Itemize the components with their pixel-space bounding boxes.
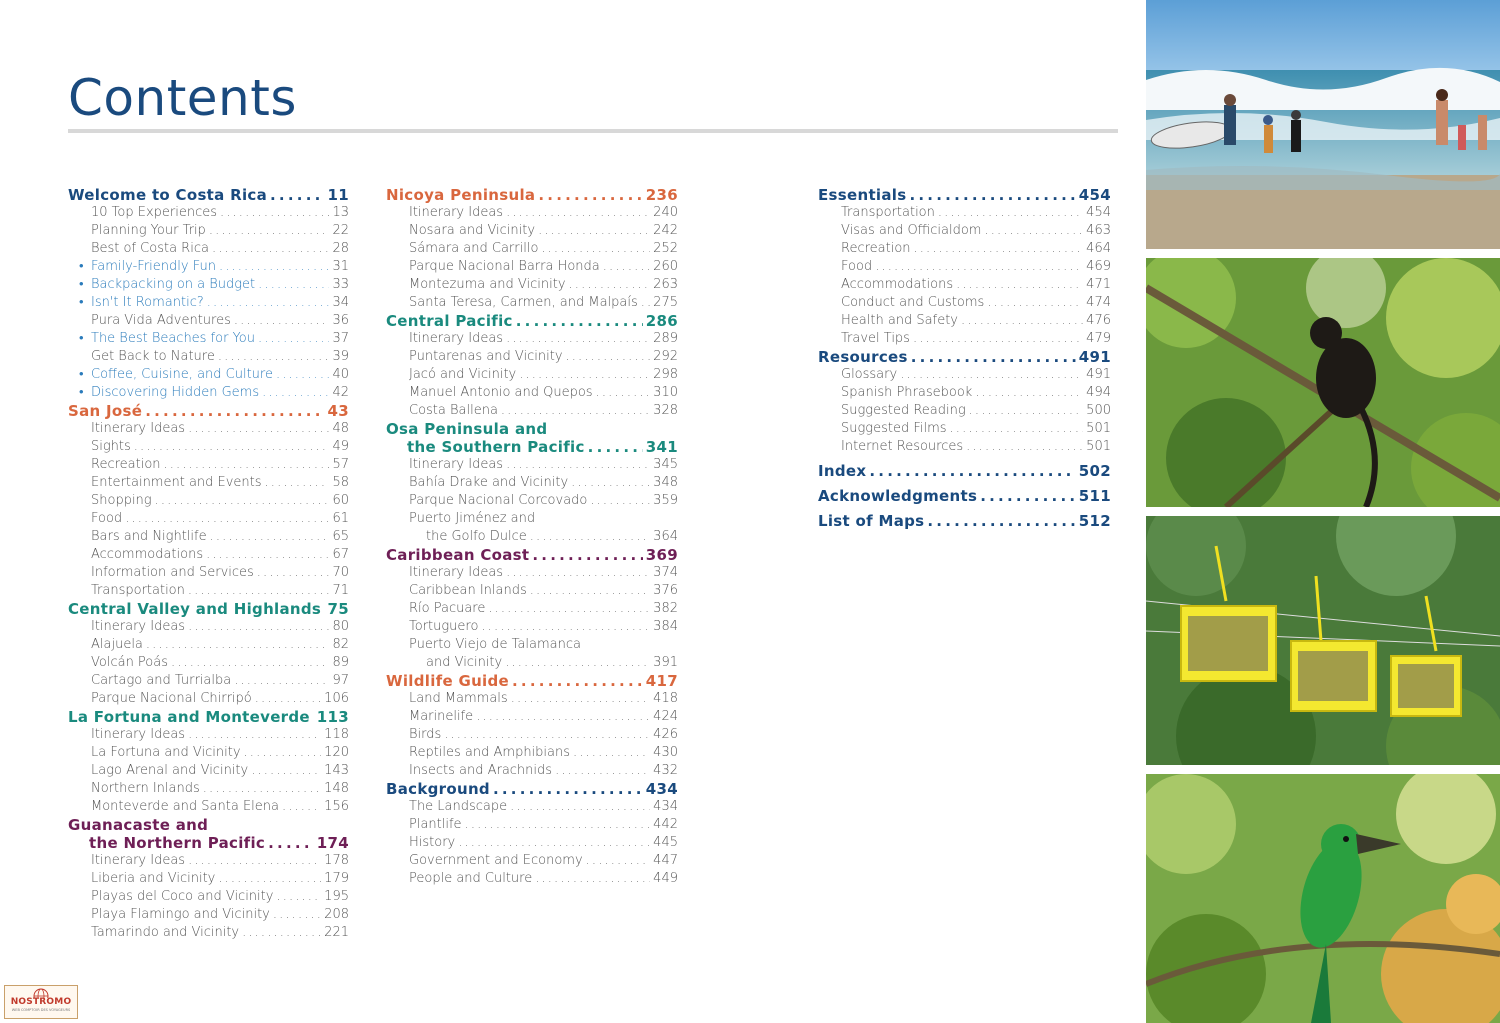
section-title-guanacaste[interactable]: Guanacaste and the Northern Pacific . . . 174: [68, 816, 349, 852]
toc-entry[interactable]: History . . . 445: [386, 834, 678, 852]
toc-entry[interactable]: Jacó and Vicinity . . . 298: [386, 366, 678, 384]
toc-entry[interactable]: Manuel Antonio and Quepos . . . 310: [386, 384, 678, 402]
section-nicoya: [386, 186, 678, 312]
contents-column-1: [68, 186, 349, 942]
section-title-central-pacific[interactable]: Central Pacific . . . 286: [386, 312, 678, 330]
toc-entry[interactable]: Itinerary Ideas . . . 289: [386, 330, 678, 348]
toc-entry[interactable]: Suggested Films . . . 501: [818, 420, 1111, 438]
toc-feature-entry[interactable]: • Family-Friendly Fun . . . 31: [68, 258, 349, 276]
toc-entry[interactable]: Lago Arenal and Vicinity . . . 143: [68, 762, 349, 780]
toc-entry[interactable]: Glossary . . . 491: [818, 366, 1111, 384]
toc-entry[interactable]: Visas and Officialdom . . . 463: [818, 222, 1111, 240]
toc-entry[interactable]: Montezuma and Vicinity . . . 263: [386, 276, 678, 294]
toc-entry[interactable]: Itinerary Ideas . . . 118: [68, 726, 349, 744]
toc-entry[interactable]: Parque Nacional Chirripó . . . 106: [68, 690, 349, 708]
section-osa: [386, 420, 678, 546]
toc-entry[interactable]: Transportation . . . 454: [818, 204, 1111, 222]
toc-entry[interactable]: Puerto Jiménez and the Golfo Dulce . . . 364: [386, 510, 678, 546]
toc-entry[interactable]: Accommodations . . . 471: [818, 276, 1111, 294]
toc-entry[interactable]: Suggested Reading . . . 500: [818, 402, 1111, 420]
bullet-icon: •: [79, 295, 84, 310]
nostromo-logo: [4, 985, 78, 1019]
page-title: Contents: [68, 69, 297, 127]
toc-entry[interactable]: People and Culture . . . 449: [386, 870, 678, 888]
toc-entry[interactable]: Get Back to Nature . . . 39: [68, 348, 349, 366]
bullet-icon: •: [79, 259, 84, 274]
toc-entry[interactable]: Puerto Viejo de Talamanca and Vicinity . . . 391: [386, 636, 678, 672]
toc-entry[interactable]: Parque Nacional Corcovado . . . 359: [386, 492, 678, 510]
toc-entry[interactable]: Planning Your Trip . . . 22: [68, 222, 349, 240]
toc-entry[interactable]: Internet Resources . . . 501: [818, 438, 1111, 456]
toc-entry[interactable]: 10 Top Experiences . . . 13: [68, 204, 349, 222]
contents-column-3: [818, 186, 1111, 530]
toc-feature-entry[interactable]: • Discovering Hidden Gems . . . 42: [68, 384, 349, 402]
toc-entry[interactable]: Cartago and Turrialba . . . 97: [68, 672, 349, 690]
toc-entry[interactable]: The Landscape . . . 434: [386, 798, 678, 816]
toc-entry[interactable]: Monteverde and Santa Elena . . . 156: [68, 798, 349, 816]
toc-entry[interactable]: Sights . . . 49: [68, 438, 349, 456]
toc-entry[interactable]: Itinerary Ideas . . . 80: [68, 618, 349, 636]
photo-beach-surfers: [1146, 0, 1500, 249]
toc-entry[interactable]: Bars and Nightlife . . . 65: [68, 528, 349, 546]
toc-entry[interactable]: Volcán Poás . . . 89: [68, 654, 349, 672]
toc-entry[interactable]: Marinelife . . . 424: [386, 708, 678, 726]
section-title-acknowledgments[interactable]: Acknowledgments . . . 511: [818, 487, 1111, 505]
toc-entry[interactable]: Tamarindo and Vicinity . . . 221: [68, 924, 349, 942]
section-caribbean: [386, 546, 678, 672]
toc-entry[interactable]: Birds . . . 426: [386, 726, 678, 744]
photo-toucanet-bird: [1146, 774, 1500, 1023]
section-essentials: [818, 186, 1111, 348]
toc-entry[interactable]: Best of Costa Rica . . . 28: [68, 240, 349, 258]
toc-feature-entry[interactable]: • Isn't It Romantic? . . . 34: [68, 294, 349, 312]
section-la-fortuna: [68, 708, 349, 816]
toc-entry[interactable]: La Fortuna and Vicinity . . . 120: [68, 744, 349, 762]
toc-entry[interactable]: Pura Vida Adventures . . . 36: [68, 312, 349, 330]
section-welcome: [68, 186, 349, 402]
toc-entry[interactable]: Playas del Coco and Vicinity . . . 195: [68, 888, 349, 906]
bullet-icon: •: [79, 367, 84, 382]
section-background: [386, 780, 678, 888]
globe-icon: [33, 988, 49, 998]
toc-entry[interactable]: Bahía Drake and Vicinity . . . 348: [386, 474, 678, 492]
section-wildlife: [386, 672, 678, 780]
bullet-icon: •: [79, 277, 84, 292]
toc-entry[interactable]: Tortuguero . . . 384: [386, 618, 678, 636]
toc-entry[interactable]: Recreation . . . 57: [68, 456, 349, 474]
toc-entry[interactable]: Recreation . . . 464: [818, 240, 1111, 258]
contents-column-2: [386, 186, 678, 888]
toc-entry[interactable]: Shopping . . . 60: [68, 492, 349, 510]
toc-entry[interactable]: Costa Ballena . . . 328: [386, 402, 678, 420]
bullet-icon: •: [79, 385, 84, 400]
toc-entry[interactable]: Insects and Arachnids . . . 432: [386, 762, 678, 780]
section-title-background[interactable]: Background . . . 434: [386, 780, 678, 798]
toc-entry[interactable]: Northern Inlands . . . 148: [68, 780, 349, 798]
logo-subtext: WEB COMPTOIR DES VOYAGEURS: [11, 1008, 71, 1012]
section-central-pacific: [386, 312, 678, 420]
section-title-osa[interactable]: Osa Peninsula and the Southern Pacific . . . 341: [386, 420, 678, 456]
section-title-list-of-maps[interactable]: List of Maps . . . 512: [818, 512, 1111, 530]
toc-entry[interactable]: Plantlife . . . 442: [386, 816, 678, 834]
toc-feature-entry[interactable]: • The Best Beaches for You . . . 37: [68, 330, 349, 348]
toc-entry[interactable]: Transportation . . . 71: [68, 582, 349, 600]
bullet-icon: •: [79, 331, 84, 346]
toc-entry[interactable]: Itinerary Ideas . . . 374: [386, 564, 678, 582]
section-title-welcome[interactable]: Welcome to Costa Rica . . . 11: [68, 186, 349, 204]
toc-entry[interactable]: Itinerary Ideas . . . 240: [386, 204, 678, 222]
section-title-index[interactable]: Index . . . 502: [818, 462, 1111, 480]
toc-entry[interactable]: Caribbean Inlands . . . 376: [386, 582, 678, 600]
toc-entry[interactable]: Conduct and Customs . . . 474: [818, 294, 1111, 312]
section-guanacaste: [68, 816, 349, 942]
logo-text: NOSTROMO: [10, 997, 72, 1007]
toc-entry[interactable]: Puntarenas and Vicinity . . . 292: [386, 348, 678, 366]
toc-entry[interactable]: Itinerary Ideas . . . 178: [68, 852, 349, 870]
toc-entry[interactable]: Information and Services . . . 70: [68, 564, 349, 582]
toc-entry[interactable]: Accommodations . . . 67: [68, 546, 349, 564]
toc-feature-entry[interactable]: • Backpacking on a Budget . . . 33: [68, 276, 349, 294]
toc-entry[interactable]: Nosara and Vicinity . . . 242: [386, 222, 678, 240]
toc-entry[interactable]: Alajuela . . . 82: [68, 636, 349, 654]
section-title-san-jose[interactable]: San José . . . 43: [68, 402, 349, 420]
toc-entry[interactable]: Land Mammals . . . 418: [386, 690, 678, 708]
toc-entry[interactable]: Playa Flamingo and Vicinity . . . 208: [68, 906, 349, 924]
section-title-nicoya[interactable]: Nicoya Peninsula . . . 236: [386, 186, 678, 204]
section-title-wildlife[interactable]: Wildlife Guide . . . 417: [386, 672, 678, 690]
toc-entry[interactable]: Entertainment and Events . . . 58: [68, 474, 349, 492]
toc-entry[interactable]: Food . . . 469: [818, 258, 1111, 276]
photo-aerial-tram: [1146, 516, 1500, 765]
section-resources: [818, 348, 1111, 456]
toc-entry[interactable]: Santa Teresa, Carmen, and Malpaís . . . 275: [386, 294, 678, 312]
toc-entry[interactable]: Health and Safety . . . 476: [818, 312, 1111, 330]
toc-entry[interactable]: Sámara and Carrillo . . . 252: [386, 240, 678, 258]
section-title-central-valley[interactable]: Central Valley and Highlands . . . 75: [68, 600, 349, 618]
toc-feature-entry[interactable]: • Coffee, Cuisine, and Culture . . . 40: [68, 366, 349, 384]
toc-entry[interactable]: Travel Tips . . . 479: [818, 330, 1111, 348]
title-divider: [68, 129, 1118, 133]
toc-entry[interactable]: Liberia and Vicinity . . . 179: [68, 870, 349, 888]
toc-entry[interactable]: Spanish Phrasebook . . . 494: [818, 384, 1111, 402]
section-title-la-fortuna[interactable]: La Fortuna and Monteverde . . . 113: [68, 708, 349, 726]
toc-entry[interactable]: Government and Economy . . . 447: [386, 852, 678, 870]
section-title-caribbean[interactable]: Caribbean Coast . . . 369: [386, 546, 678, 564]
toc-entry[interactable]: Food . . . 61: [68, 510, 349, 528]
toc-entry[interactable]: Itinerary Ideas . . . 345: [386, 456, 678, 474]
section-central-valley: [68, 600, 349, 708]
section-san-jose: [68, 402, 349, 600]
toc-entry[interactable]: Itinerary Ideas . . . 48: [68, 420, 349, 438]
toc-entry[interactable]: Parque Nacional Barra Honda . . . 260: [386, 258, 678, 276]
section-title-resources[interactable]: Resources . . . 491: [818, 348, 1111, 366]
toc-entry[interactable]: Río Pacuare . . . 382: [386, 600, 678, 618]
photo-monkey-in-tree: [1146, 258, 1500, 507]
toc-entry[interactable]: Reptiles and Amphibians . . . 430: [386, 744, 678, 762]
section-title-essentials[interactable]: Essentials . . . 454: [818, 186, 1111, 204]
